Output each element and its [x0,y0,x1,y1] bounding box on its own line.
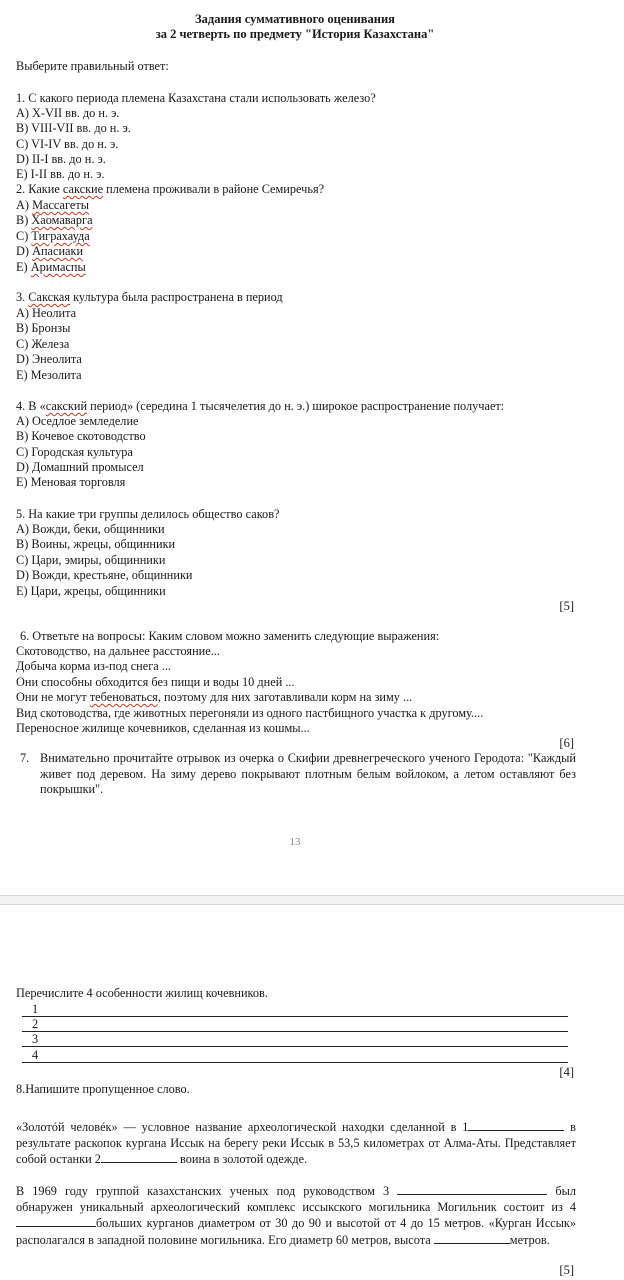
q5-option-c: C) Цари, эмиры, общинники [16,553,166,567]
document-title-line-1: Задания суммативного оценивания [195,12,395,26]
q5-option-a: A) Вожди, беки, общинники [16,522,165,536]
q1-option-d: D) II-I вв. до н. э. [16,152,106,166]
q6-score: [6] [559,736,574,750]
answer-line-4[interactable] [22,1062,568,1063]
q2-question: 2. Какие сакские племена проживали в районе Семиречья? [16,182,325,196]
blank-4[interactable] [16,1215,96,1227]
q5-score: [5] [559,599,574,613]
q4-option-c: C) Городская культура [16,445,133,459]
q1-option-e: E) I-II вв. до н. э. [16,167,105,181]
q3-option-b: B) Бронзы [16,321,71,335]
answer-line-2[interactable] [22,1031,568,1032]
q7-text: Внимательно прочитайте отрывок из очерка о Скифии древнегреческого ученого Геродота: "Каждый живет под деревом. На зиму дерево покрывают плотным белым войлоком, а летом оставляют без покрышки". [40,751,576,796]
q3-option-d: D) Энеолита [16,352,82,366]
page-break [0,895,624,905]
q2-option-c: C) Тиграхауда [16,229,90,243]
q1-option-b: B) VIII-VII вв. до н. э. [16,121,131,135]
page-number: 13 [289,836,301,848]
q5-question: 5. На какие три группы делилось общество саков? [16,507,280,521]
q2-option-e: E) Аримаспы [16,260,86,274]
q3-option-a: A) Неолита [16,306,77,320]
q6-item-6: Переносное жилище кочевников, сделанная из кошмы... [16,721,310,735]
q4-option-b: B) Кочевое скотоводство [16,429,146,443]
answer-line-label-1: 1 [32,1002,39,1016]
q7-number: 7. [20,751,30,765]
q2-option-a: A) Массагеты [16,198,89,212]
spell-underlined-word: сакские [62,182,104,196]
q6-item-5: Вид скотоводства, где животных перегоняли из одного пастбищного участка к другому.... [16,706,484,720]
answer-line-label-3: 3 [32,1032,39,1046]
q8-score: [5] [559,1263,574,1277]
q5-option-e: E) Цари, жрецы, общинники [16,584,166,598]
q7-score: [4] [559,1065,574,1079]
q2-option-b: B) Хаомаварга [16,213,93,227]
q6-item-3: Они способны обходится без пищи и воды 10 дней ... [16,675,295,689]
blank-2[interactable] [101,1151,177,1163]
q4-option-d: D) Домашний промысел [16,460,144,474]
q6-question: 6. Ответьте на вопросы: Каким словом можно заменить следующие выражения: [20,629,440,643]
q6-item-4: Они не могут тебеноваться, поэтому для них заготавливали корм на зиму ... [16,690,413,704]
q3-option-c: C) Железа [16,337,70,351]
blank-5[interactable] [434,1232,510,1244]
q5-option-d: D) Вожди, крестьяне, общинники [16,568,193,582]
blank-3[interactable] [397,1183,547,1195]
answer-line-label-2: 2 [32,1017,39,1031]
answer-line-3[interactable] [22,1046,568,1047]
q1-question: 1. С какого периода племена Казахстана стали использовать железо? [16,91,376,105]
document-title-line-2: за 2 четверть по предмету "История Казахстана" [155,27,435,41]
q4-question: 4. В «сакский период» (середина 1 тысячелетия до н. э.) широкое распространение получает: [16,399,505,413]
q8-paragraph-2: В 1969 году группой казахстанских ученых под руководством 3 был обнаружен уникальный археологический комплекс иссыкского могильника Могильник состоит из 4больших курганов диаметром от 30 до 90 и высотой от 4 до 15 метров. «Курган Иссык» располагался в западной половине могильника. Его диаметр 60 метров, высота метров. [16,1184,576,1247]
answer-line-label-4: 4 [32,1048,39,1062]
q4-option-e: E) Меновая торговля [16,475,126,489]
q3-option-e: E) Мезолита [16,368,82,382]
q1-option-a: A) X-VII вв. до н. э. [16,106,120,120]
q4-option-a: A) Оседлое земледелие [16,414,139,428]
instruction: Выберите правильный ответ: [16,59,169,73]
q7-task: Перечислите 4 особенности жилищ кочевников. [16,986,268,1000]
q6-item-1: Скотоводство, на дальнее расстояние... [16,644,220,658]
answer-line-1[interactable] [22,1016,568,1017]
blank-1[interactable] [468,1119,564,1131]
q5-option-b: B) Воины, жрецы, общинники [16,537,176,551]
q6-item-2: Добыча корма из-под снега ... [16,659,171,673]
q8-title: 8.Напишите пропущенное слово. [16,1082,190,1096]
q3-question: 3. Сакская культура была распространена в период [16,290,283,304]
q2-option-d: D) Апасиаки [16,244,84,258]
page-2 [0,905,624,1280]
q1-option-c: C) VI-IV вв. до н. э. [16,137,119,151]
q8-paragraph-1: «Золотóй человéк» — условное название археологической находки сделанной в 1 в результате раскопок кургана Иссык на берегу реки Иссык в 53,5 километрах от Алма-Аты. Представляет собой останки 2 воина в золотой одежде. [16,1120,576,1166]
